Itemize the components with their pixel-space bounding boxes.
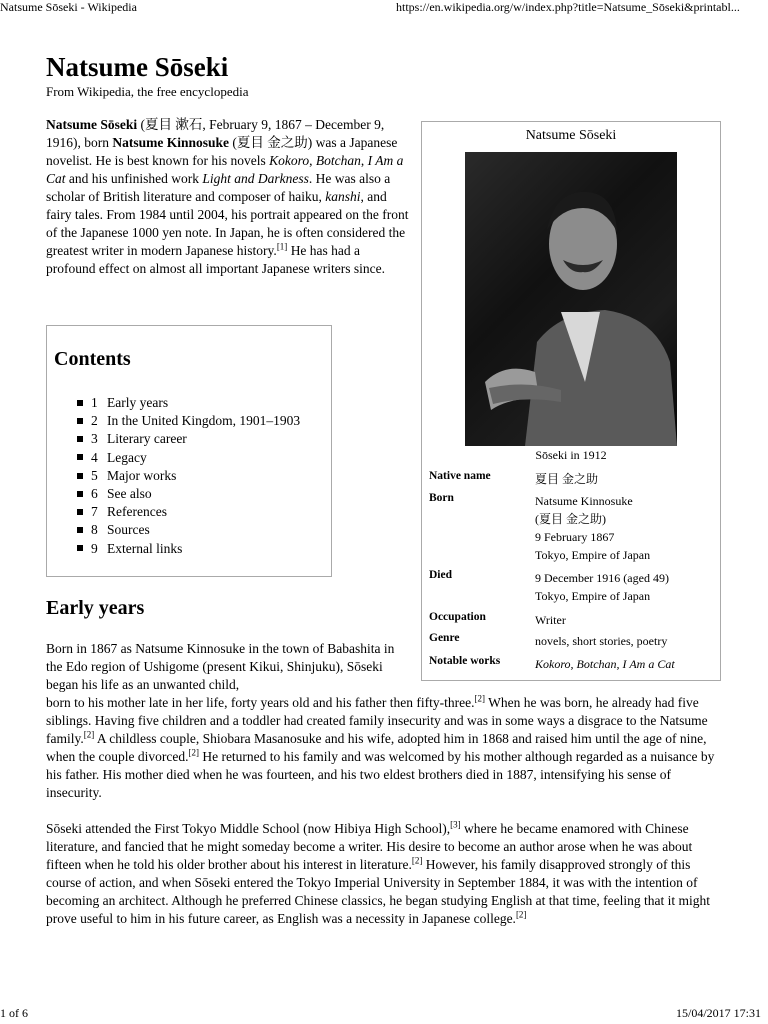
print-header-page-title: Natsume Sōseki - Wikipedia bbox=[0, 0, 137, 14]
toc-item-number: 9 bbox=[91, 540, 98, 556]
toc-item-label: Literary career bbox=[107, 431, 187, 447]
toc-item-number: 2 bbox=[91, 413, 98, 429]
link-tokyo[interactable]: Tokyo, Empire of Japan bbox=[535, 548, 651, 562]
toc-item-label: Legacy bbox=[107, 449, 147, 465]
paragraph-text: born to his mother late in her life, forty years old and his father then fifty-three. bbox=[46, 695, 475, 710]
paragraph-text: He returned to his family and was welcomed by his mother although regarded as a nuisance by his father. His mother died when he was fourteen, and his two eldest brothers died in 1887, intensifying his sense of insecurity. bbox=[46, 749, 715, 800]
toc-item-number: 8 bbox=[91, 522, 98, 538]
intro-text: (夏目 金之助) was a Japanese novelist. He is best known for his novels bbox=[46, 135, 398, 168]
infobox-value-line: 9 February 1867 bbox=[535, 530, 615, 544]
early-years-paragraph-1-cont bbox=[46, 694, 718, 802]
bullet-icon bbox=[77, 509, 83, 515]
infobox-value: Writer bbox=[535, 613, 566, 627]
reference-link[interactable]: [2] bbox=[83, 729, 95, 740]
toc-item-number: 6 bbox=[91, 485, 98, 501]
link-tokyo[interactable]: Tokyo, Empire of Japan bbox=[535, 589, 651, 603]
infobox bbox=[421, 121, 721, 681]
paragraph-text: where he became enamored with Chinese literature, and fancied that he might someday become a writer. His desire to become an author arose when he was about fifteen when he told his older brother about his interest in literature. bbox=[46, 821, 693, 872]
toc-title: Contents bbox=[54, 348, 131, 370]
infobox-value: novels, short stories, poetry bbox=[535, 634, 668, 648]
page-tagline: From Wikipedia, the free encyclopedia bbox=[46, 84, 249, 99]
toc-item-label: See also bbox=[107, 485, 152, 501]
page-title: Natsume Sōseki bbox=[46, 52, 229, 82]
reference-link[interactable]: [2] bbox=[474, 693, 485, 704]
infobox-title: Natsume Sōseki bbox=[525, 128, 617, 143]
print-header-url: https://en.wikipedia.org/w/index.php?title=Natsume_Sōseki&printabl... bbox=[396, 0, 740, 14]
reference-link[interactable]: [1] bbox=[276, 241, 288, 252]
infobox-label: Died bbox=[429, 569, 452, 581]
bullet-icon bbox=[77, 545, 83, 551]
toc-item-label: In the United Kingdom, 1901–1903 bbox=[107, 413, 301, 429]
bullet-icon bbox=[77, 418, 83, 424]
toc-item-number: 1 bbox=[91, 395, 98, 410]
link-botchan[interactable]: Botchan bbox=[315, 153, 361, 168]
intro-text: , bbox=[360, 153, 368, 168]
portrait-caption: Sōseki in 1912 bbox=[535, 448, 607, 462]
infobox-value-line: 9 December 1916 (aged 49) bbox=[535, 571, 669, 585]
reference-link[interactable]: [2] bbox=[411, 855, 423, 866]
paragraph-text: Born in 1867 as Natsume Kinnosuke in the town of Babashita in the Edo region of Ushigome (present Kikui, Shinjuku), Sōseki began his life as an unwanted child, bbox=[46, 641, 395, 692]
early-years-body bbox=[46, 694, 718, 946]
infobox-value bbox=[535, 569, 721, 605]
intro-paragraph bbox=[46, 116, 410, 278]
infobox-value: 夏目 金之助 bbox=[535, 472, 599, 486]
paragraph-text: A childless couple, Shiobara Masanosuke and his wife, adopted him in 1868 and raised him until the age of nine, when the couple divorced. bbox=[46, 731, 707, 764]
link-kanshi[interactable]: kanshi bbox=[325, 189, 361, 204]
toc-item-number: 7 bbox=[91, 504, 98, 520]
infobox-value-line: (夏目 金之助) bbox=[535, 512, 606, 526]
link-i-am-a-cat[interactable]: I Am a Cat bbox=[46, 153, 404, 186]
early-years-paragraph-2 bbox=[46, 820, 718, 928]
intro-text: and his unfinished work bbox=[65, 171, 203, 186]
reference-link[interactable]: [3] bbox=[450, 819, 461, 830]
bullet-icon bbox=[77, 436, 83, 442]
toc-item-references[interactable] bbox=[77, 503, 300, 521]
toc-item-label: References bbox=[107, 504, 167, 520]
intro-text: . He was also a scholar of British literature and composer of haiku, bbox=[46, 171, 391, 204]
section-heading-early-years: Early years bbox=[46, 597, 145, 619]
bullet-icon bbox=[77, 400, 83, 406]
infobox-label: Genre bbox=[429, 632, 460, 644]
intro-birth-name: Natsume Kinnosuke bbox=[112, 135, 230, 150]
bullet-icon bbox=[77, 527, 83, 533]
toc-item-early-years[interactable] bbox=[77, 394, 300, 412]
toc-item-label: Major works bbox=[107, 467, 177, 483]
infobox-label: Notable works bbox=[429, 655, 501, 667]
intro-subject-name: Natsume Sōseki bbox=[46, 117, 138, 132]
toc-item-label: Early years bbox=[107, 395, 169, 410]
toc-item-label: External links bbox=[107, 540, 183, 556]
infobox-label: Native name bbox=[429, 470, 491, 482]
paragraph-text: Sōseki attended the First Tokyo Middle School (now Hibiya High School), bbox=[46, 821, 451, 836]
toc-item-united-kingdom[interactable] bbox=[77, 412, 300, 430]
toc-item-major-works[interactable] bbox=[77, 467, 300, 485]
toc-item-legacy[interactable] bbox=[77, 449, 300, 467]
infobox-label: Born bbox=[429, 492, 454, 504]
intro-text: (夏目 漱石, February 9, 1867 – December 9, 1916), born bbox=[46, 117, 385, 150]
link-light-and-darkness[interactable]: Light and Darkness bbox=[202, 171, 309, 186]
toc-item-number: 4 bbox=[91, 449, 98, 465]
infobox-value-line: Natsume Kinnosuke bbox=[535, 494, 633, 508]
paragraph-text: When he was born, he already had five siblings. Having five children and a toddler had created family insecurity and was in some ways a disgrace to the Natsume family. bbox=[46, 695, 708, 746]
early-years-paragraph-1-start bbox=[46, 640, 410, 694]
toc-item-external-links[interactable] bbox=[77, 540, 300, 558]
toc-item-number: 3 bbox=[91, 431, 98, 447]
intro-text: , and fairy tales. From 1984 until 2004, his portrait appeared on the front of the Japanese 1000 yen note. In Japan, he is often considered the greatest writer in modern Japanese history. bbox=[46, 189, 409, 258]
portrait-photo[interactable] bbox=[465, 152, 677, 446]
print-footer-datetime: 15/04/2017 17:31 bbox=[676, 1006, 762, 1020]
toc-item-number: 5 bbox=[91, 467, 98, 483]
infobox-label: Occupation bbox=[429, 611, 486, 623]
intro-text: He has had a profound effect on almost all important Japanese writers since. bbox=[46, 243, 386, 276]
toc-item-literary-career[interactable] bbox=[77, 430, 300, 448]
print-footer-page-count: 1 of 6 bbox=[0, 1006, 28, 1020]
infobox-value[interactable]: Kokoro, Botchan, I Am a Cat bbox=[535, 657, 675, 671]
bullet-icon bbox=[77, 491, 83, 497]
toc-item-see-also[interactable] bbox=[77, 485, 300, 503]
infobox-value bbox=[535, 492, 721, 564]
toc-item-sources[interactable] bbox=[77, 521, 300, 539]
toc-item-label: Sources bbox=[107, 522, 150, 538]
reference-link[interactable]: [2] bbox=[188, 747, 199, 758]
link-kokoro[interactable]: Kokoro bbox=[269, 153, 310, 168]
table-of-contents bbox=[46, 325, 332, 577]
paragraph-text: However, his family disapproved strongly of this course of action, and when Sōseki entered the Tokyo Imperial University in September 1884, it was with the intention of becoming an architect. Although he preferred Chinese classics, he began studying English at that time, feeling that it might prove useful to him in his future career, as English was a necessity in Japanese college. bbox=[46, 857, 710, 926]
bullet-icon bbox=[77, 473, 83, 479]
reference-link[interactable]: [2] bbox=[515, 909, 527, 920]
bullet-icon bbox=[77, 454, 83, 460]
intro-text: , bbox=[309, 153, 316, 168]
portrait-silhouette-icon bbox=[465, 152, 677, 446]
